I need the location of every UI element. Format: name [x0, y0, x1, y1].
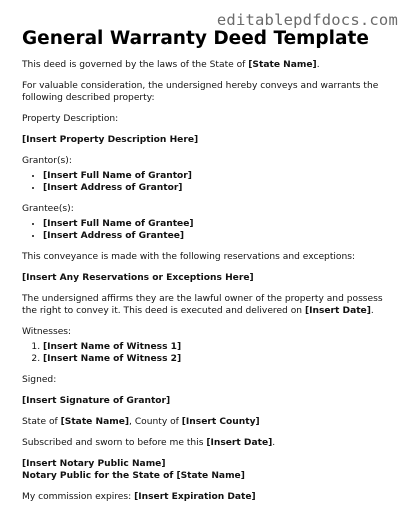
- grantee-address-field: [Insert Address of Grantee]: [43, 230, 185, 241]
- grantee-name-field: [Insert Full Name of Grantee]: [43, 219, 194, 229]
- state-county-line: [22, 416, 394, 428]
- reservations-field-para: [22, 272, 394, 284]
- reservations-field: [Insert Any Reservations or Exceptions Here]: [22, 273, 254, 283]
- list-item: [43, 342, 394, 354]
- state-of-text: State of: [22, 417, 61, 427]
- state-name-field: [State Name]: [248, 60, 317, 70]
- property-label: Property Description:: [22, 114, 119, 124]
- notary-state-line: [22, 471, 245, 481]
- page-title: General Warranty Deed Template: [22, 28, 369, 49]
- governing-law-text: This deed is governed by the laws of the State of: [22, 60, 249, 70]
- grantee-label: Grantee(s):: [22, 204, 74, 214]
- sworn-text: Subscribed and sworn to before me this: [22, 438, 207, 448]
- grantee-list: [22, 219, 394, 242]
- property-description-field: [Insert Property Description Here]: [22, 135, 199, 145]
- execution-date-field: [Insert Date]: [304, 306, 371, 316]
- witnesses-label: Witnesses:: [22, 327, 72, 337]
- witness-1-field: [Insert Name of Witness 1]: [43, 342, 182, 352]
- sworn-date-field: [Insert Date]: [206, 438, 273, 448]
- grantor-label: Grantor(s):: [22, 156, 72, 166]
- grantor-signature-field: [Insert Signature of Grantor]: [22, 396, 171, 406]
- commission-line: [22, 491, 394, 503]
- list-item: [43, 183, 394, 195]
- list-item: [43, 231, 394, 243]
- deed-document: [22, 28, 394, 512]
- witness-2-field: [Insert Name of Witness 2]: [43, 353, 182, 364]
- affirmation-text: The undersigned affirms they are the lawful owner of the property and possess the right to convey it. This deed is executed and delivered on: [22, 294, 383, 316]
- state-name-field: [State Name]: [60, 417, 130, 427]
- expiration-date-field: [Insert Expiration Date]: [134, 492, 256, 502]
- grantor-name-field: [Insert Full Name of Grantor]: [43, 171, 192, 181]
- period: .: [316, 60, 320, 70]
- list-item: [43, 219, 394, 231]
- notary-block: [22, 458, 394, 482]
- grantor-address-field: [Insert Address of Grantor]: [43, 182, 183, 193]
- witness-list: [22, 342, 394, 365]
- notary-state-text: Notary Public for the State of: [22, 471, 177, 481]
- sworn-line: [22, 437, 394, 449]
- notary-name-field: [Insert Notary Public Name]: [22, 459, 166, 469]
- reservations-paragraph: This conveyance is made with the following reservations and exceptions:: [22, 252, 356, 262]
- commission-text: My commission expires:: [22, 492, 135, 502]
- consideration-paragraph: For valuable consideration, the undersigned hereby conveys and warrants the following described property:: [22, 81, 379, 103]
- list-item: [43, 171, 394, 183]
- grantor-list: [22, 171, 394, 194]
- site-watermark: editablepdfdocs.com: [216, 11, 398, 29]
- affirmation-paragraph: [22, 293, 394, 317]
- county-field: [Insert County]: [181, 417, 260, 427]
- property-description-field-para: [22, 134, 394, 146]
- list-item: [43, 354, 394, 366]
- period: .: [370, 306, 374, 316]
- governing-law-paragraph: [22, 59, 394, 71]
- county-of-text: , County of: [129, 417, 182, 427]
- signature-field-para: [22, 395, 394, 407]
- period: .: [272, 438, 276, 448]
- notary-state-field: [State Name]: [176, 471, 245, 481]
- signed-label: Signed:: [22, 375, 57, 385]
